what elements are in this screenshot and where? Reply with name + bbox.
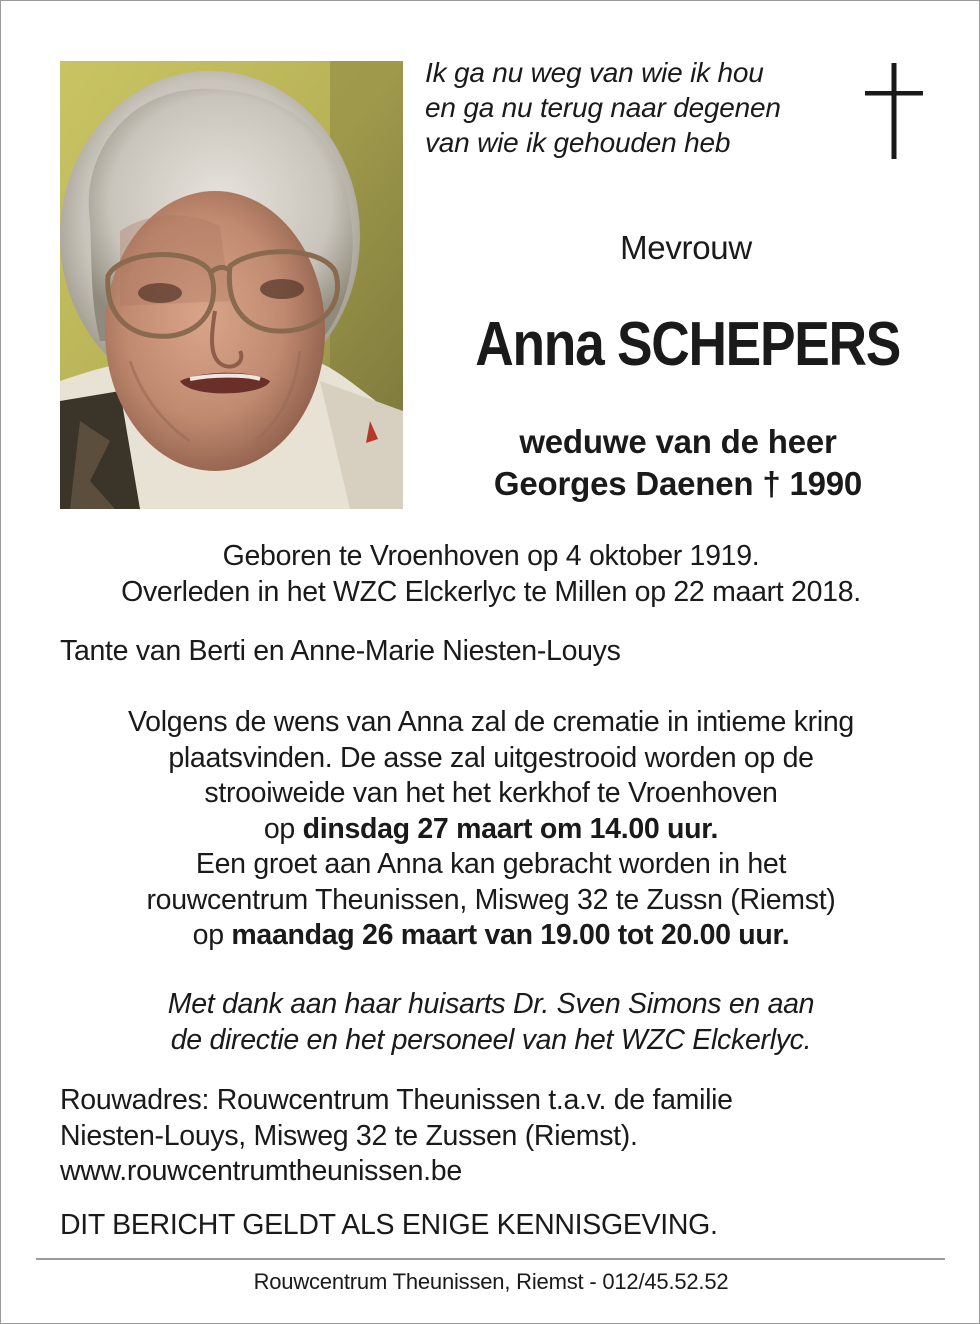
cremation-date-prefix: op xyxy=(263,812,303,845)
thanks-note xyxy=(1,987,980,1058)
visitation-date-prefix: op xyxy=(192,919,232,951)
ceremony-line: Volgens de wens van Anna zal de crematie in intieme kring xyxy=(128,706,854,738)
poem xyxy=(425,55,845,160)
widow-line: weduwe van de heer xyxy=(519,423,837,460)
poem-line: van wie ik gehouden heb xyxy=(425,127,731,158)
footer-divider xyxy=(36,1258,945,1260)
cremation-date: dinsdag 27 maart om 14.00 uur. xyxy=(302,812,719,845)
salutation: Mevrouw xyxy=(620,229,752,266)
death-line: Overleden in het WZC Elckerlyc te Millen op 22 maart 2018. xyxy=(121,575,861,608)
address-line: Niesten-Louys, Misweg 32 te Zussen (Riemst). xyxy=(60,1119,638,1152)
visitation-date: maandag 26 maart van 19.00 tot 20.00 uur. xyxy=(231,919,790,951)
birth-line: Geboren te Vroenhoven op 4 oktober 1919. xyxy=(222,540,760,572)
aunt-line: Tante van Berti en Anne-Marie Niesten-Louys xyxy=(60,635,621,667)
family-info xyxy=(60,634,940,670)
spouse-line: Georges Daenen † 1990 xyxy=(493,465,863,502)
mourning-address xyxy=(60,1083,940,1190)
website-link[interactable]: www.rouwcentrumtheunissen.be xyxy=(60,1155,462,1187)
thanks-line: Met dank aan haar huisarts Dr. Sven Simons en aan xyxy=(167,988,815,1020)
poem-line: Ik ga nu weg van wie ik hou xyxy=(425,57,764,88)
cremation-date-line xyxy=(1,812,980,848)
ceremony-line: rouwcentrum Theunissen, Misweg 32 te Zussn (Riemst) xyxy=(146,883,836,916)
portrait-photo xyxy=(60,61,403,509)
ceremony-line: strooiweide van het het kerkhof te Vroenhoven xyxy=(204,777,778,809)
deceased-name: Anna SCHEPERS xyxy=(475,310,900,379)
footer-credit: Rouwcentrum Theunissen, Riemst - 012/45.52.52 xyxy=(253,1269,729,1294)
notice-text: DIT BERICHT GELDT ALS ENIGE KENNISGEVING. xyxy=(60,1209,718,1241)
ceremony-line: Een groet aan Anna kan gebracht worden in het xyxy=(195,848,787,880)
birth-death-info xyxy=(1,539,980,610)
ceremony-info xyxy=(1,705,980,954)
poem-line: en ga nu terug naar degenen xyxy=(425,92,781,123)
address-line: Rouwadres: Rouwcentrum Theunissen t.a.v. de familie xyxy=(60,1084,733,1116)
ceremony-line: plaatsvinden. De asse zal uitgestrooid worden op de xyxy=(168,741,814,774)
widow-of xyxy=(441,421,915,505)
thanks-line: de directie en het personeel van het WZC Elckerlyc. xyxy=(170,1023,812,1056)
cross-icon xyxy=(865,63,923,159)
visitation-date-line xyxy=(1,918,980,954)
